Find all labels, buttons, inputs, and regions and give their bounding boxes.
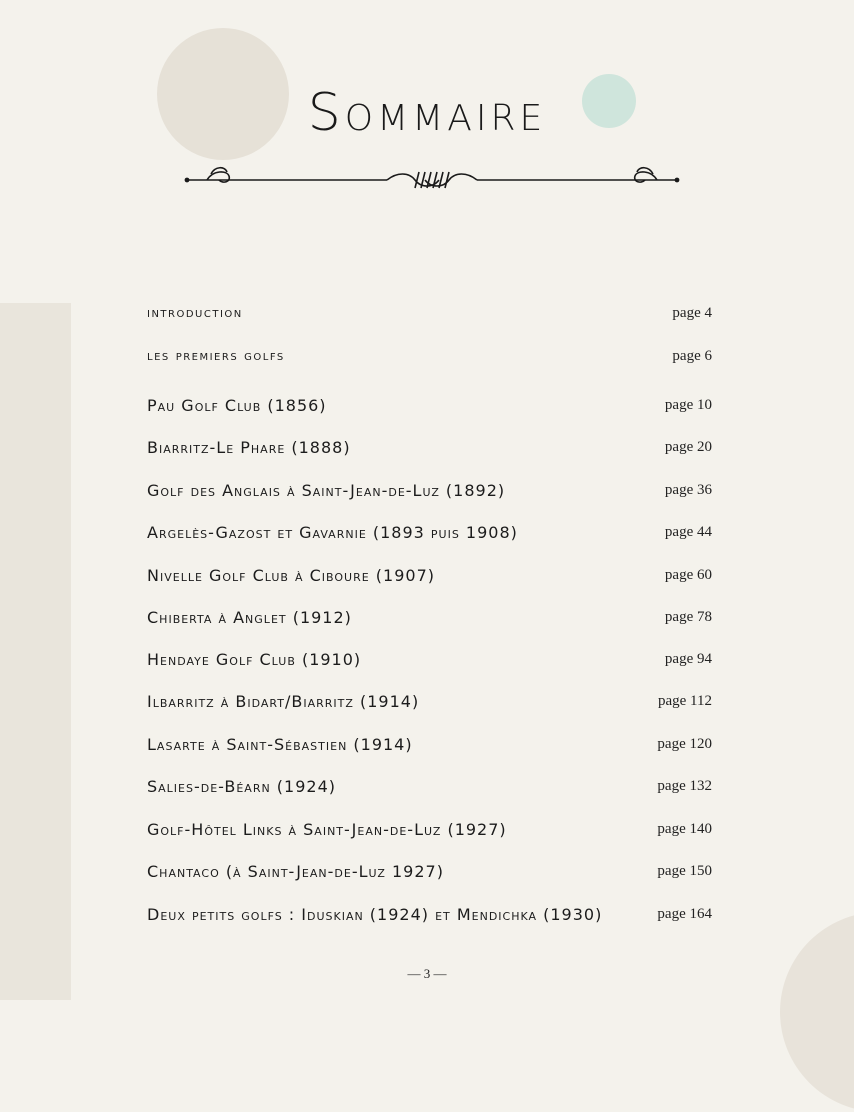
page-number: — 3 — — [407, 966, 447, 981]
toc-entry[interactable] — [147, 478, 712, 502]
toc-entry-page: page 140 — [657, 820, 712, 837]
toc-entry[interactable] — [147, 817, 712, 841]
page-title: Sommaire — [307, 82, 547, 143]
toc-entry[interactable] — [147, 605, 712, 629]
toc-entry[interactable] — [147, 435, 712, 459]
toc-entry-page: page 78 — [664, 608, 712, 625]
toc-entry[interactable] — [147, 301, 712, 325]
toc-entry-title: Lasarte à Saint-Sébastien (1914) — [147, 734, 413, 754]
toc-entry[interactable] — [147, 774, 712, 798]
toc-entry-title: Biarritz-Le Phare (1888) — [147, 437, 351, 457]
toc-entry-page: page 20 — [664, 438, 712, 455]
toc-entry[interactable] — [147, 647, 712, 671]
toc-entry-page: page 132 — [657, 777, 712, 794]
toc-entry-page: page 10 — [664, 396, 712, 413]
toc-entry[interactable] — [147, 520, 712, 544]
toc-entry-title: Golf des Anglais à Saint-Jean-de-Luz (1892) — [147, 480, 506, 500]
toc-entry[interactable] — [147, 902, 712, 926]
toc-entry-title: Deux petits golfs : Iduskian (1924) et Mendichka (1930) — [147, 904, 603, 924]
toc-entry-page: page 6 — [672, 347, 712, 364]
toc-entry-title: introduction — [147, 305, 243, 321]
toc-entry[interactable] — [147, 393, 712, 417]
toc-entry-title: Argelès-Gazost et Gavarnie (1893 puis 1908) — [147, 522, 518, 542]
toc-entry-title: Hendaye Golf Club (1910) — [147, 649, 362, 669]
toc-entry-title: Golf-Hôtel Links à Saint-Jean-de-Luz (1927) — [147, 819, 507, 839]
toc-entry-title: Chantaco (à Saint-Jean-de-Luz 1927) — [147, 861, 444, 881]
toc-entry-title: les premiers golfs — [147, 348, 285, 364]
toc-entry-title: Nivelle Golf Club à Ciboure (1907) — [147, 565, 435, 585]
toc-entry-title: Ilbarritz à Bidart/Biarritz (1914) — [147, 691, 420, 711]
toc-entry-page: page 4 — [672, 304, 712, 321]
toc-entry-page: page 150 — [657, 862, 712, 879]
toc-entry-page: page 112 — [657, 692, 712, 709]
decorative-circle-corner — [780, 912, 854, 1112]
side-band — [0, 303, 71, 1000]
toc-entry[interactable] — [147, 563, 712, 587]
toc-entry[interactable] — [147, 689, 712, 713]
flourish-divider-icon — [183, 160, 681, 200]
toc-entry-title: Salies-de-Béarn (1924) — [147, 776, 336, 796]
toc-entry-title: Chiberta à Anglet (1912) — [147, 607, 352, 627]
toc-entry-page: page 120 — [657, 735, 712, 752]
toc-entry-page: page 94 — [664, 650, 712, 667]
toc-entry-page: page 164 — [657, 905, 712, 922]
toc-entry-page: page 44 — [664, 523, 712, 540]
toc-entry[interactable] — [147, 732, 712, 756]
toc-entry-page: page 36 — [664, 481, 712, 498]
toc-entry-title: Pau Golf Club (1856) — [147, 395, 327, 415]
toc-entry[interactable] — [147, 859, 712, 883]
toc-entry[interactable] — [147, 344, 712, 368]
toc-entry-page: page 60 — [664, 566, 712, 583]
